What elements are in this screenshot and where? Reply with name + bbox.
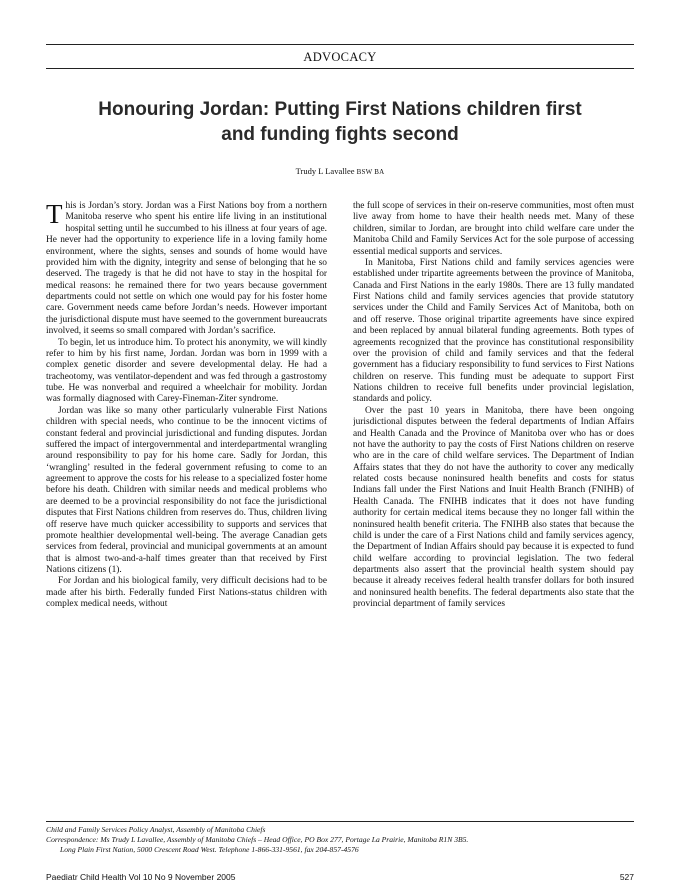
footnote-address: Long Plain First Nation, 5000 Crescent Road West. Telephone 1-866-331-9561, fax 204-857-4576 — [60, 845, 359, 854]
author-credentials: BSW BA — [356, 168, 385, 176]
author-byline — [46, 166, 634, 176]
body-paragraph: To begin, let us introduce him. To protect his anonymity, we will kindly refer to him by his first name, Jordan. Jordan was born in 1999 with a complex genetic disorder and severe developmental delay. He had a tracheotomy, was ventilator-dependent and was fed through a gastrostomy tube. He was nonverbal and required a wheelchair for mobility. Jordan was formally diagnosed with Carey-Fineman-Ziter syndrome. — [46, 337, 327, 405]
body-paragraph: Over the past 10 years in Manitoba, there have been ongoing jurisdictional disputes between the federal departments of Indian Affairs and Health Canada and the Province of Manitoba over who has or does not have the authority to pay the costs of First Nations children on reserve who are in the care of child welfare services. The Department of Indian Affairs states that they do not have the authority to cover any medically related costs because noninsured health benefits and costs for status Indians fall under the First Nations and Inuit Health Branch (FNIHB) of Health Canada. The FNIHB indicates that it does not have funding authority for certain medical items because they no longer fall within the noninsured health benefit criteria. The FNIHB also states that because the child is under the care of a First Nations child and family services agency, the Department of Indian Affairs should pay because it is expected to fund child welfare according to provincial legislation. The two federal departments also assert that the provincial health system should pay because it already receives federal health transfer dollars for both insured and noninsured health benefits. The federal departments also state that the provincial department of family services — [353, 405, 634, 610]
article-title-line-1: Honouring Jordan: Putting First Nations children first — [98, 99, 582, 120]
header-bottom-rule — [46, 68, 634, 69]
body-paragraph: In Manitoba, First Nations child and family services agencies were established under tripartite agreements between the province of Manitoba, Canada and First Nations in the early 1980s. There are 13 fully mandated First Nations child and family services agencies that provide statutory services under the Child and Family Services Act of Manitoba, both on and off reserve. Those original tripartite agreements have since expired and been replaced by annual bilateral funding agreements. Both types of agreements recognized that the province has constitutional responsibility over the provision of child and family services and that the federal government has a fiduciary responsibility to fund services to First Nations children on reserve. This funding must be adequate to support First Nations children to receive full benefits under provincial legislation, standards and policy. — [353, 257, 634, 405]
article-title — [46, 97, 634, 147]
body-column-left — [46, 201, 327, 818]
body-paragraph: Jordan was like so many other particularly vulnerable First Nations children with special needs, who continue to be the innocent victims of constant federal and provincial jurisdictional and funding disputes. Jordan suffered the impact of intergovernmental and interdepartmental wrangling around responsibility to pay for his home care. Sadly for Jordan, this ‘wrangling’ resulted in the federal government refusing to come to an agreement to approve the costs for his release to a specialized foster home before his death. Children with similar needs and medical problems who are deemed to be a provincial responsibility do not face the jurisdictional disputes that First Nations children from reserves do. Thus, children living off reserve have much quicker accessibility to supports and services that promote healthier developmental well-being. The average Canadian gets services from federal, provincial and municipal governments at an amount that is almost two-and-a-half times greater than that received by First Nations citizens (1). — [46, 405, 327, 575]
author-footnote — [46, 825, 634, 855]
footnote-correspondence: Correspondence: Ms Trudy L Lavallee, Assembly of Manitoba Chiefs – Head Office, PO Box 277, Portage La Prairie, Manitoba R1N 3B5. — [46, 835, 469, 844]
body-paragraph: the full scope of services in their on-reserve communities, most often must live away from home to have their health needs met. Many of these children, similar to Jordan, are brought into child welfare care under the Manitoba Child and Family Services Act for the sole purpose of accessing essential medical supports and services. — [353, 201, 634, 257]
body-paragraph — [46, 201, 327, 338]
author-name: Trudy L Lavallee — [295, 166, 355, 176]
page-number: 527 — [619, 872, 634, 882]
body-paragraph: For Jordan and his biological family, very difficult decisions had to be made after his birth. Federally funded First Nations-status children with complex medical needs, without — [46, 576, 327, 610]
paragraph-text: his is Jordan’s story. Jordan was a First Nations boy from a northern Manitoba reserve who spent his entire life living in an institutional hospital setting until he succumbed to his illness at four years of age. He never had the opportunity to experience life in a loving family home environment, where the sights, senses and sounds of home would have provided him with the dignity, integrity and sense of belonging that he so deserved. The tragedy is that he did not have to stay in the hospital for medical reasons: he remained there for two years because government departments could not settle on which one would pay for his foster home care. Government needs came before Jordan’s needs. However important the jurisdictional dispute must have seemed to the government bureaucrats involved, it seems so small compared with Jordan’s sacrifice. — [46, 201, 327, 337]
body-column-right — [353, 201, 634, 818]
header-top-rule — [46, 44, 634, 45]
journal-citation: Paediatr Child Health Vol 10 No 9 November 2005 — [46, 872, 236, 882]
footnote-rule — [46, 821, 634, 822]
drop-cap: T — [46, 201, 63, 229]
page-footer — [46, 872, 634, 882]
article-title-line-2: and funding fights second — [221, 124, 459, 145]
section-label: ADVOCACY — [303, 50, 377, 64]
footnote-affiliation: Child and Family Services Policy Analyst, Assembly of Manitoba Chiefs — [46, 825, 266, 834]
